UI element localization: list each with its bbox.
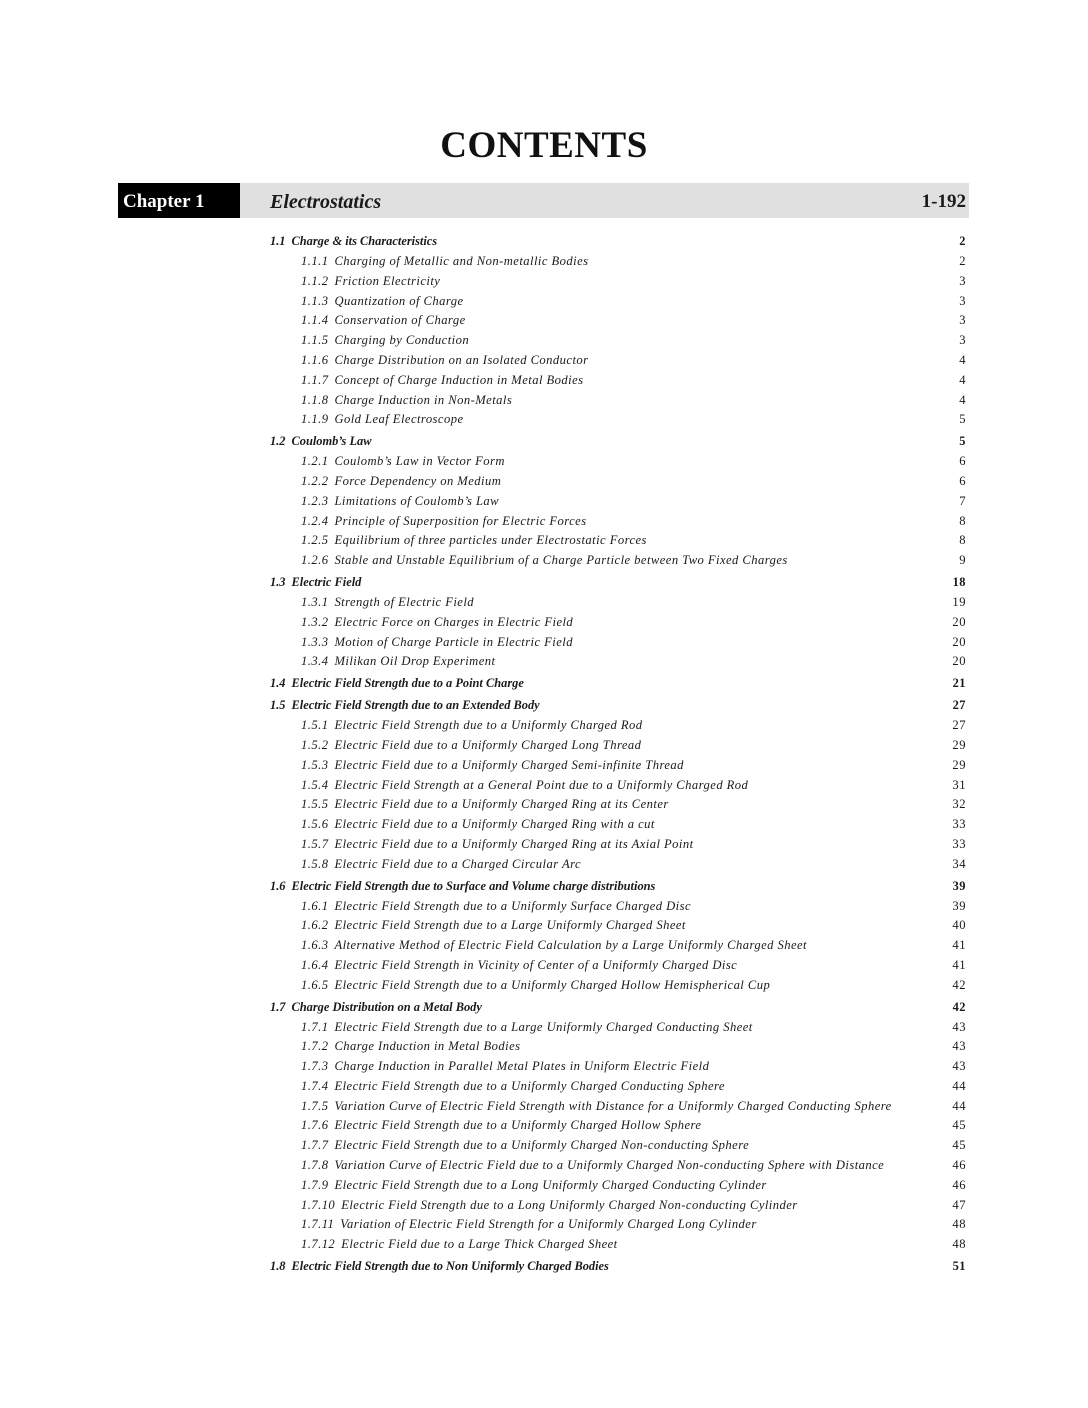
entry-title: Electric Field Strength due to Surface and Volume charge distributions — [291, 878, 656, 893]
entry-page-number: 9 — [959, 553, 966, 568]
entry-title: Electric Field due to a Uniformly Charged Ring at its Center — [334, 797, 669, 812]
entry-title: Force Dependency on Medium — [334, 473, 502, 488]
entry-number: 1.6.2 — [301, 918, 329, 933]
entry-number: 1.5.7 — [301, 836, 329, 851]
entry-title: Electric Field Strength due to a Uniformly Surface Charged Disc — [334, 898, 691, 913]
entry-page-number: 45 — [952, 1138, 966, 1153]
entry-number: 1.8 — [270, 1259, 286, 1274]
toc-subsection-entry[interactable] — [270, 1156, 966, 1176]
entry-page-number: 43 — [952, 1059, 966, 1074]
entry-number: 1.5.6 — [301, 817, 329, 832]
entry-title: Electric Field — [291, 574, 362, 589]
entry-page-number: 34 — [952, 856, 966, 871]
toc-subsection-entry[interactable] — [270, 410, 966, 430]
toc-subsection-entry[interactable] — [270, 391, 966, 411]
entry-number: 1.7.6 — [301, 1118, 329, 1133]
entry-page-number: 41 — [952, 957, 966, 972]
entry-number: 1.5.3 — [301, 757, 329, 772]
entry-title: Charge & its Characteristics — [291, 234, 438, 248]
entry-page-number: 31 — [952, 777, 966, 792]
chapter-label: Chapter 1 — [118, 183, 240, 218]
entry-title: Electric Force on Charges in Electric Field — [334, 614, 574, 629]
entry-page-number: 42 — [952, 999, 966, 1014]
entry-number: 1.2.2 — [301, 473, 329, 488]
entry-title: Variation Curve of Electric Field Strength with Distance for a Uniformly Charged Conducting Sphere — [334, 1098, 892, 1113]
entry-title: Gold Leaf Electroscope — [334, 412, 464, 427]
toc-subsection-entry[interactable] — [270, 1235, 966, 1255]
entry-title: Electric Field Strength due to Non Uniformly Charged Bodies — [291, 1259, 609, 1274]
toc-section-entry[interactable] — [270, 673, 966, 694]
entry-page-number: 18 — [952, 574, 966, 589]
entry-number: 1.3.4 — [301, 654, 329, 669]
toc-subsection-entry[interactable] — [270, 956, 966, 976]
entry-title: Electric Field due to a Uniformly Charged Long Thread — [334, 737, 642, 752]
entry-title: Motion of Charge Particle in Electric Field — [334, 634, 573, 649]
toc-subsection-entry[interactable] — [270, 795, 966, 815]
toc-subsection-entry[interactable] — [270, 976, 966, 996]
toc-subsection-entry[interactable] — [270, 472, 966, 492]
entry-page-number: 5 — [959, 434, 966, 449]
entry-number: 1.6.4 — [301, 957, 329, 972]
entry-title: Charge Distribution on a Metal Body — [291, 999, 482, 1014]
entry-page-number: 27 — [952, 698, 966, 713]
entry-title: Electric Field due to a Charged Circular Arc — [334, 856, 582, 871]
toc-subsection-entry[interactable] — [270, 1176, 966, 1196]
entry-number: 1.5.5 — [301, 797, 329, 812]
entry-page-number: 7 — [959, 493, 966, 508]
toc-subsection-entry[interactable] — [270, 551, 966, 571]
entry-number: 1.7.9 — [301, 1177, 329, 1192]
entry-number: 1.5 — [270, 698, 286, 713]
toc-section-entry[interactable] — [270, 572, 966, 593]
entry-number: 1.2.4 — [301, 513, 329, 528]
entry-title: Variation of Electric Field Strength for a Uniformly Charged Long Cylinder — [340, 1217, 757, 1232]
entry-number: 1.1.8 — [301, 392, 329, 407]
toc-subsection-entry[interactable] — [270, 897, 966, 917]
entry-number: 1.7.7 — [301, 1138, 329, 1153]
entry-page-number: 41 — [952, 938, 966, 953]
entry-page-number: 46 — [952, 1177, 966, 1192]
toc-section-entry[interactable] — [270, 231, 966, 252]
toc-subsection-entry[interactable] — [270, 351, 966, 371]
entry-page-number: 33 — [952, 817, 966, 832]
entry-title: Electric Field Strength due to a Long Uniformly Charged Non-conducting Cylinder — [341, 1197, 798, 1212]
entry-title: Electric Field Strength due to an Extended Body — [291, 698, 540, 713]
entry-number: 1.2.6 — [301, 553, 329, 568]
entry-page-number: 43 — [952, 1019, 966, 1034]
toc-subsection-entry[interactable] — [270, 531, 966, 551]
toc-subsection-entry[interactable] — [270, 272, 966, 292]
entry-title: Coulomb’s Law in Vector Form — [334, 454, 505, 469]
entry-title: Milikan Oil Drop Experiment — [334, 654, 496, 669]
entry-title: Electric Field Strength in Vicinity of Center of a Uniformly Charged Disc — [334, 957, 738, 972]
entry-number: 1.7.4 — [301, 1078, 329, 1093]
toc-subsection-entry[interactable] — [270, 1196, 966, 1216]
entry-number: 1.3.3 — [301, 634, 329, 649]
toc-section-entry[interactable] — [270, 997, 966, 1018]
toc-subsection-entry[interactable] — [270, 936, 966, 956]
entry-number: 1.7 — [270, 999, 286, 1014]
entry-title: Concept of Charge Induction in Metal Bodies — [334, 372, 584, 387]
entry-page-number: 45 — [952, 1118, 966, 1133]
entry-title: Charge Distribution on an Isolated Conductor — [334, 352, 589, 367]
entry-page-number: 20 — [952, 614, 966, 629]
toc-subsection-entry[interactable] — [270, 512, 966, 532]
entry-page-number: 6 — [959, 473, 966, 488]
entry-page-number: 29 — [952, 757, 966, 772]
entry-page-number: 29 — [952, 737, 966, 752]
entry-page-number: 42 — [952, 977, 966, 992]
entry-number: 1.7.3 — [301, 1059, 329, 1074]
entry-number: 1.2.3 — [301, 493, 329, 508]
entry-number: 1.2 — [270, 434, 286, 449]
entry-number: 1.7.10 — [301, 1197, 336, 1212]
entry-number: 1.1.9 — [301, 412, 329, 427]
toc-subsection-entry[interactable] — [270, 716, 966, 736]
entry-title: Electric Field Strength due to a Large Uniformly Charged Conducting Sheet — [334, 1019, 753, 1034]
entry-page-number: 4 — [959, 392, 966, 407]
toc-subsection-entry[interactable] — [270, 652, 966, 672]
entry-number: 1.7.8 — [301, 1158, 329, 1173]
entry-page-number: 21 — [952, 676, 966, 691]
entry-title: Principle of Superposition for Electric Forces — [334, 513, 587, 528]
entry-title: Limitations of Coulomb’s Law — [334, 493, 500, 508]
entry-page-number: 4 — [959, 372, 966, 387]
entry-title: Electric Field due to a Uniformly Charged Semi-infinite Thread — [334, 757, 684, 772]
chapter-header — [118, 183, 969, 218]
toc-subsection-entry[interactable] — [270, 492, 966, 512]
entry-title: Electric Field Strength due to a Point Charge — [291, 676, 524, 691]
entry-title: Electric Field Strength due to a Uniformly Charged Conducting Sphere — [334, 1078, 725, 1093]
entry-page-number: 3 — [959, 333, 966, 348]
entry-title: Stable and Unstable Equilibrium of a Charge Particle between Two Fixed Charges — [334, 553, 788, 568]
toc-section-entry[interactable] — [270, 876, 966, 897]
entry-page-number: 47 — [952, 1197, 966, 1212]
entry-number: 1.3.2 — [301, 614, 329, 629]
entry-page-number: 3 — [959, 273, 966, 288]
toc-subsection-entry[interactable] — [270, 371, 966, 391]
entry-number: 1.5.2 — [301, 737, 329, 752]
entry-number: 1.3 — [270, 574, 286, 589]
entry-number: 1.7.11 — [301, 1217, 335, 1232]
toc-subsection-entry[interactable] — [270, 331, 966, 351]
entry-page-number: 33 — [952, 836, 966, 851]
toc-subsection-entry[interactable] — [270, 1116, 966, 1136]
entry-title: Electric Field Strength due to a Large Uniformly Charged Sheet — [334, 918, 686, 933]
entry-page-number: 2 — [959, 254, 966, 268]
entry-title: Equilibrium of three particles under Electrostatic Forces — [334, 533, 647, 548]
entry-title: Electric Field due to a Large Thick Charged Sheet — [341, 1237, 618, 1252]
toc-subsection-entry[interactable] — [270, 736, 966, 756]
entry-title: Electric Field Strength due to a Uniformly Charged Hollow Sphere — [334, 1118, 702, 1133]
toc-subsection-entry[interactable] — [270, 1077, 966, 1097]
page-title: CONTENTS — [440, 125, 648, 166]
entry-number: 1.2.1 — [301, 454, 329, 469]
chapter-name: Electrostatics — [270, 191, 382, 213]
entry-title: Quantization of Charge — [334, 293, 464, 308]
entry-number: 1.1.1 — [301, 254, 329, 268]
entry-number: 1.7.12 — [301, 1237, 336, 1252]
entry-title: Alternative Method of Electric Field Calculation by a Large Uniformly Charged Sheet — [334, 938, 808, 953]
entry-page-number: 19 — [952, 594, 966, 609]
toc-subsection-entry[interactable] — [270, 452, 966, 472]
entry-number: 1.5.4 — [301, 777, 329, 792]
toc-section-entry[interactable] — [270, 695, 966, 716]
entry-page-number: 32 — [952, 797, 966, 812]
entry-title: Charge Induction in Non-Metals — [334, 392, 513, 407]
entry-title: Friction Electricity — [334, 273, 441, 288]
entry-page-number: 46 — [952, 1158, 966, 1173]
entry-number: 1.5.1 — [301, 718, 329, 733]
entry-page-number: 4 — [959, 352, 966, 367]
toc-subsection-entry[interactable] — [270, 1037, 966, 1057]
entry-title: Charging of Metallic and Non-metallic Bodies — [334, 254, 589, 268]
toc-subsection-entry[interactable] — [270, 916, 966, 936]
entry-number: 1.1 — [270, 234, 286, 248]
toc-subsection-entry[interactable] — [270, 815, 966, 835]
entry-title: Strength of Electric Field — [334, 594, 475, 609]
entry-page-number: 8 — [959, 533, 966, 548]
toc-subsection-entry[interactable] — [270, 855, 966, 875]
entry-number: 1.1.6 — [301, 352, 329, 367]
entry-number: 1.3.1 — [301, 594, 329, 609]
entry-number: 1.1.7 — [301, 372, 329, 387]
table-of-contents — [270, 230, 966, 1277]
entry-title: Conservation of Charge — [334, 313, 466, 328]
entry-page-number: 20 — [952, 634, 966, 649]
toc-subsection-entry[interactable] — [270, 292, 966, 312]
toc-subsection-entry[interactable] — [270, 1057, 966, 1077]
entry-page-number: 51 — [952, 1259, 966, 1274]
toc-subsection-entry[interactable] — [270, 593, 966, 613]
entry-number: 1.1.4 — [301, 313, 329, 328]
entry-page-number: 5 — [959, 412, 966, 427]
entry-title: Charge Induction in Metal Bodies — [334, 1039, 521, 1054]
entry-title: Electric Field Strength due to a Uniformly Charged Non-conducting Sphere — [334, 1138, 750, 1153]
chapter-title-band — [240, 183, 969, 218]
entry-page-number: 39 — [952, 898, 966, 913]
entry-title: Electric Field Strength due to a Uniformly Charged Hollow Hemispherical Cup — [334, 977, 771, 992]
entry-title: Electric Field Strength due to a Long Uniformly Charged Conducting Cylinder — [334, 1177, 767, 1192]
entry-page-number: 3 — [959, 313, 966, 328]
entry-title: Charging by Conduction — [334, 333, 470, 348]
entry-page-number: 39 — [952, 878, 966, 893]
entry-number: 1.7.2 — [301, 1039, 329, 1054]
chapter-page-range: 1-192 — [921, 191, 966, 212]
entry-number: 1.1.3 — [301, 293, 329, 308]
entry-number: 1.6.5 — [301, 977, 329, 992]
entry-number: 1.7.5 — [301, 1098, 329, 1113]
toc-section-entry[interactable] — [270, 1256, 966, 1277]
entry-page-number: 48 — [952, 1237, 966, 1252]
entry-number: 1.4 — [270, 676, 286, 691]
entry-title: Charge Induction in Parallel Metal Plates in Uniform Electric Field — [334, 1059, 710, 1074]
toc-subsection-entry[interactable] — [270, 613, 966, 633]
entry-page-number: 6 — [959, 454, 966, 469]
entry-page-number: 44 — [952, 1098, 966, 1113]
toc-subsection-entry[interactable] — [270, 311, 966, 331]
toc-subsection-entry[interactable] — [270, 1018, 966, 1038]
toc-subsection-entry[interactable] — [270, 756, 966, 776]
entry-title: Electric Field Strength at a General Point due to a Uniformly Charged Rod — [334, 777, 749, 792]
entry-page-number: 44 — [952, 1078, 966, 1093]
entry-title: Electric Field Strength due to a Uniformly Charged Rod — [334, 718, 643, 733]
entry-page-number: 48 — [952, 1217, 966, 1232]
toc-subsection-entry[interactable] — [270, 633, 966, 653]
entry-number: 1.6.3 — [301, 938, 329, 953]
toc-subsection-entry[interactable] — [270, 1215, 966, 1235]
entry-page-number: 40 — [952, 918, 966, 933]
entry-number: 1.5.8 — [301, 856, 329, 871]
entry-number: 1.1.2 — [301, 273, 329, 288]
entry-page-number: 27 — [952, 718, 966, 733]
toc-subsection-entry[interactable] — [270, 1097, 966, 1117]
entry-page-number: 2 — [959, 234, 966, 248]
entry-page-number: 20 — [952, 654, 966, 669]
entry-number: 1.6.1 — [301, 898, 329, 913]
entry-page-number: 3 — [959, 293, 966, 308]
entry-title: Electric Field due to a Uniformly Charged Ring at its Axial Point — [334, 836, 694, 851]
toc-subsection-entry[interactable] — [270, 835, 966, 855]
entry-number: 1.1.5 — [301, 333, 329, 348]
entry-number: 1.6 — [270, 878, 286, 893]
toc-subsection-entry[interactable] — [270, 776, 966, 796]
entry-number: 1.7.1 — [301, 1019, 329, 1034]
toc-subsection-entry[interactable] — [270, 1136, 966, 1156]
toc-section-entry[interactable] — [270, 431, 966, 452]
entry-title: Electric Field due to a Uniformly Charged Ring with a cut — [334, 817, 655, 832]
entry-page-number: 43 — [952, 1039, 966, 1054]
toc-subsection-entry[interactable] — [270, 252, 966, 272]
entry-title: Variation Curve of Electric Field due to a Uniformly Charged Non-conducting Sphere with Distance — [334, 1158, 885, 1173]
entry-page-number: 8 — [959, 513, 966, 528]
entry-number: 1.2.5 — [301, 533, 329, 548]
entry-title: Coulomb’s Law — [291, 434, 372, 449]
